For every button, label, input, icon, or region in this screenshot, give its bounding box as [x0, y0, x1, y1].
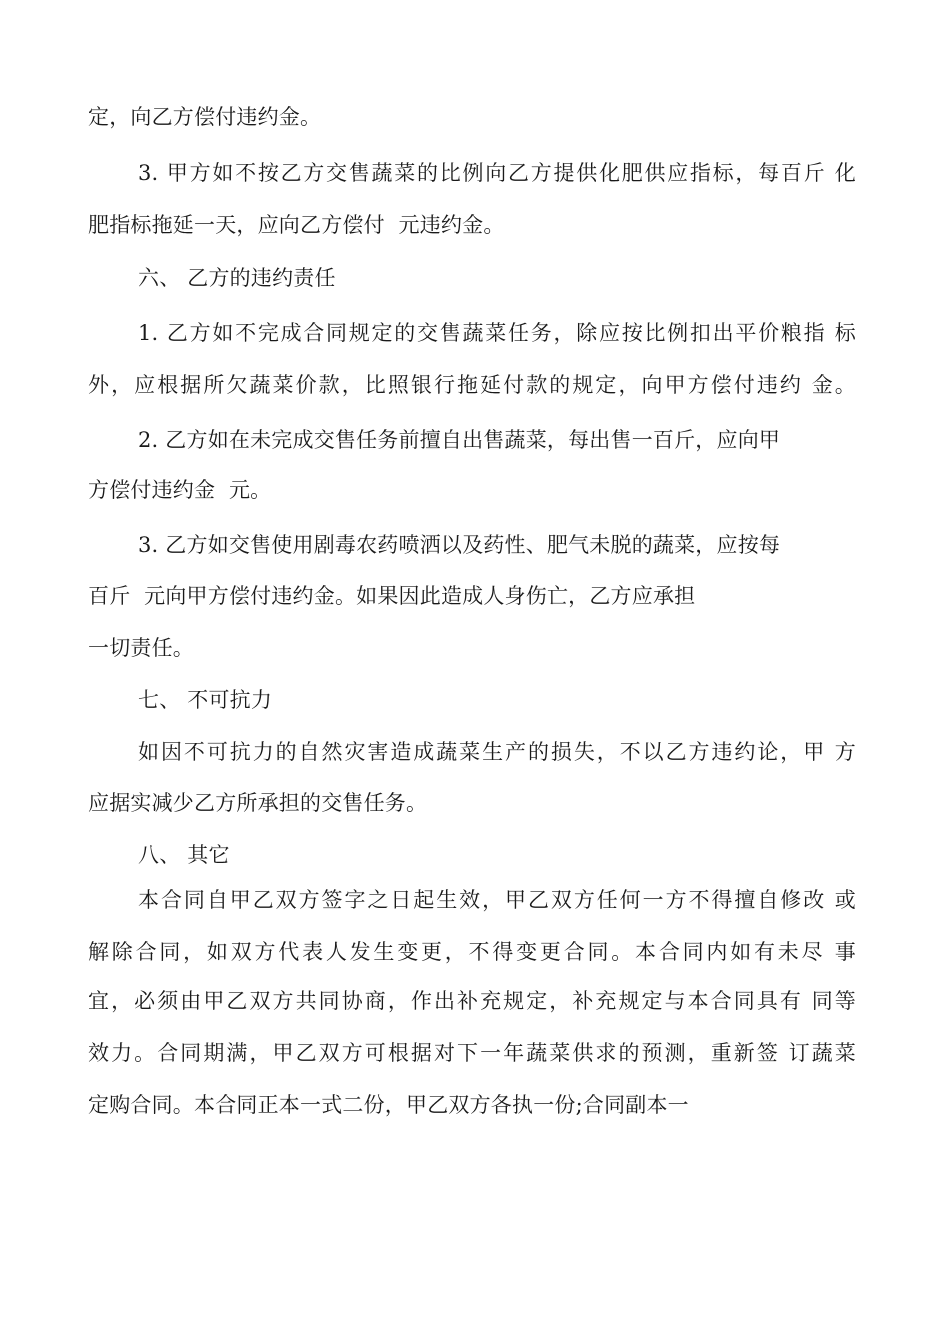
- text-line-2: 3. 甲方如不按乙方交售蔬菜的比例向乙方提供化肥供应指标，每百斤 化: [138, 161, 856, 185]
- text-line-20: 定购合同。本合同正本一式二份，甲乙双方各执一份;合同副本一: [88, 1093, 689, 1117]
- text-line-19: 效力。合同期满，甲乙双方可根据对下一年蔬菜供求的预测，重新签 订蔬菜: [88, 1041, 856, 1065]
- text-line-18: 宜，必须由甲乙双方共同协商，作出补充规定，补充规定与本合同具有 同等: [88, 989, 856, 1013]
- text-line-1: 定，向乙方偿付违约金。: [88, 105, 322, 129]
- text-line-17: 解除合同，如双方代表人发生变更，不得变更合同。本合同内如有未尽 事: [88, 940, 856, 964]
- text-line-7: 2. 乙方如在未完成交售任务前擅自出售蔬菜，每出售一百斤，应向甲: [138, 428, 781, 452]
- section-heading-6: 六、 乙方的违约责任: [138, 266, 336, 290]
- text-line-5: 1. 乙方如不完成合同规定的交售蔬菜任务，除应按比例扣出平价粮指 标: [138, 321, 856, 345]
- text-line-6: 外，应根据所欠蔬菜价款，比照银行拖延付款的规定，向甲方偿付违约 金。: [88, 373, 856, 397]
- text-line-16: 本合同自甲乙双方签字之日起生效，甲乙双方任何一方不得擅自修改 或: [138, 888, 856, 912]
- text-line-11: 一切责任。: [88, 636, 194, 660]
- text-line-14: 应据实减少乙方所承担的交售任务。: [88, 791, 428, 815]
- text-line-8: 方偿付违约金 元。: [88, 478, 272, 502]
- text-line-3: 肥指标拖延一天，应向乙方偿付 元违约金。: [88, 213, 505, 237]
- text-line-13: 如因不可抗力的自然灾害造成蔬菜生产的损失，不以乙方违约论，甲 方: [138, 740, 856, 764]
- section-heading-8: 八、 其它: [138, 843, 230, 867]
- text-line-9: 3. 乙方如交售使用剧毒农药喷洒以及药性、肥气未脱的蔬菜，应按每: [138, 533, 781, 557]
- text-line-10: 百斤 元向甲方偿付违约金。如果因此造成人身伤亡，乙方应承担: [88, 584, 696, 608]
- section-heading-7: 七、 不可抗力: [138, 688, 273, 712]
